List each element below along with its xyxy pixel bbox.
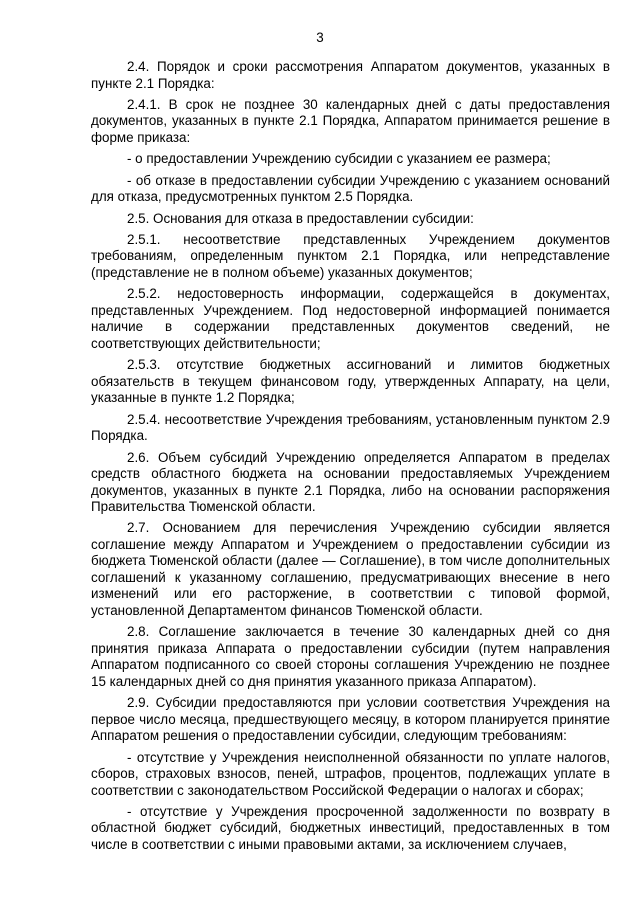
paragraph-2-5-2: 2.5.2. недостоверность информации, содержащейся в документах, представленных Учреждением. Под недостоверной информацией понимается наличие в содержании представленных документов сведений, не соответствующих действительности; [91,286,610,351]
paragraph-2-7: 2.7. Основанием для перечисления Учреждению субсидии является соглашение между Аппаратом и Учреждением о предоставлении субсидии из бюджета Тюменской области (далее — Соглашение), в том числе дополнительных соглашений к указанному соглашению, предусматривающих внесение в него изменений или его расторжение, в соответствии с типовой формой, установленной Департаментом финансов Тюменской области. [91,520,610,618]
paragraph-2-4-1: 2.4.1. В срок не позднее 30 календарных дней с даты предоставления документов, указанных в пункте 2.1 Порядка, Аппаратом принимается решение в форме приказа: [91,96,610,145]
list-item-no-overdue-debt: - отсутствие у Учреждения просроченной задолженности по возврату в областной бюджет субсидий, бюджетных инвестиций, предоставленных в том числе в соответствии с иными правовыми актами, за исключением случаев, [91,803,610,852]
paragraph-2-8: 2.8. Соглашение заключается в течение 30 календарных дней со дня принятия приказа Аппарата о предоставлении субсидии (путем направления Аппаратом подписанного со своей стороны соглашения Учреждению не позднее 15 календарных дней со дня принятия указанного приказа Аппаратом). [91,624,610,689]
list-item-no-tax-debt: - отсутствие у Учреждения неисполненной обязанности по уплате налогов, сборов, страховых взносов, пеней, штрафов, процентов, подлежащих уплате в соответствии с законодательством Российской Федерации о налогах и сборах; [91,749,610,798]
paragraph-2-5-4: 2.5.4. несоответствие Учреждения требованиям, установленным пунктом 2.9 Порядка. [91,411,610,444]
paragraph-2-9: 2.9. Субсидии предоставляются при условии соответствия Учреждения на первое число месяца, предшествующего месяцу, в котором планируется принятие Аппаратом решения о предоставлении субсидии, следующим требованиям: [91,695,610,744]
list-item-refusal-decision: - об отказе в предоставлении субсидии Учреждению с указанием оснований для отказа, предусмотренных пунктом 2.5 Порядка. [91,172,610,205]
document-body [91,59,610,858]
paragraph-2-5-3: 2.5.3. отсутствие бюджетных ассигнований и лимитов бюджетных обязательств в текущем финансовом году, утвержденных Аппарату, на цели, указанные в пункте 1.2 Порядка; [91,357,610,406]
paragraph-2-6: 2.6. Объем субсидий Учреждению определяется Аппаратом в пределах средств областного бюджета на основании предоставляемых Учреждением документов, указанных в пункте 2.1 Порядка, либо на основании распоряжения Правительства Тюменской области. [91,449,610,515]
page-number: 3 [316,30,324,45]
paragraph-2-4: 2.4. Порядок и сроки рассмотрения Аппаратом документов, указанных в пункте 2.1 Порядка: [91,59,610,91]
paragraph-2-5-1: 2.5.1. несоответствие представленных Учреждением документов требованиям, определенным пунктом 2.1 Порядка, или непредставление (представление не в полном объеме) указанных документов; [91,231,610,280]
paragraph-2-5: 2.5. Основания для отказа в предоставлении субсидии: [127,210,474,226]
list-item-grant-decision: - о предоставлении Учреждению субсидии с указанием ее размера; [127,151,551,167]
